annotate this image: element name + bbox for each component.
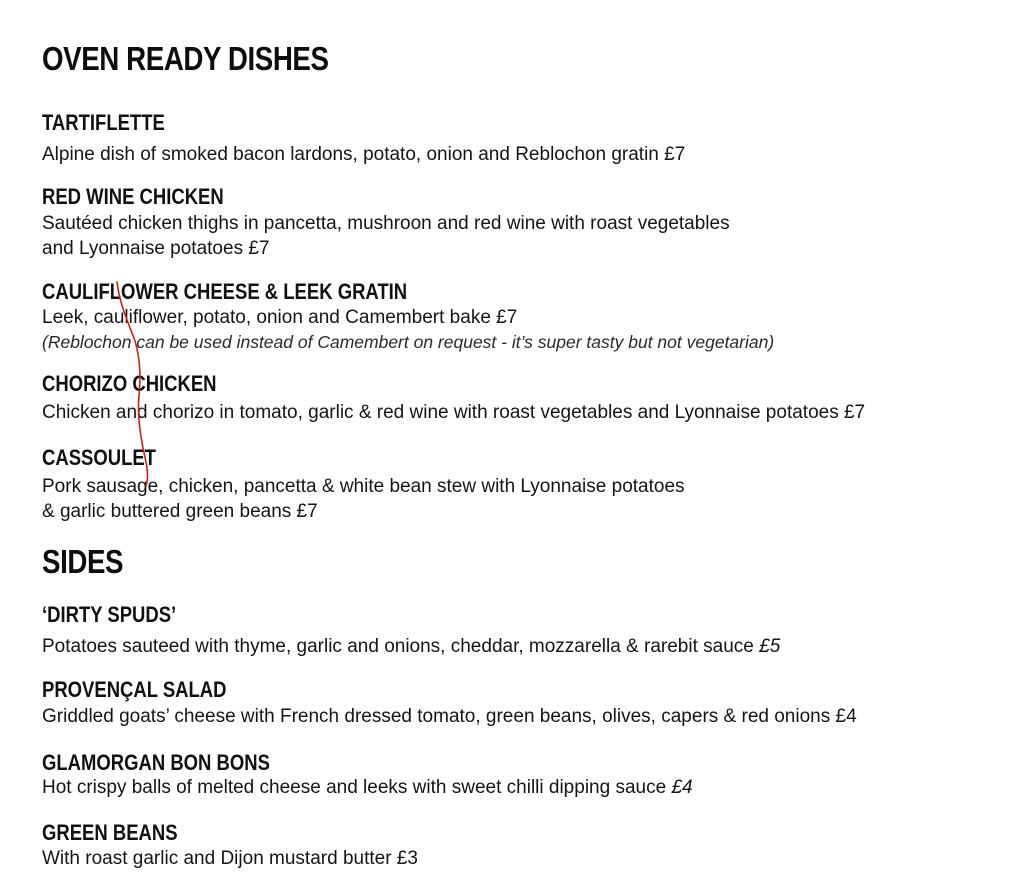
side-desc-glamorgan-bon-bons: [42, 775, 693, 800]
sides-heading: SIDES: [42, 543, 124, 580]
side-name-provencal-salad: PROVENÇAL SALAD: [42, 677, 227, 702]
side-name-glamorgan-bon-bons: GLAMORGAN BON BONS: [42, 750, 270, 775]
dish-note-cauliflower-cheese: (Reblochon can be used instead of Camembert on request - it’s super tasty but not vegetarian): [42, 332, 775, 352]
dish-desc-red-wine-chicken-line1: Sautéed chicken thighs in pancetta, mushroon and red wine with roast vegetables: [42, 213, 730, 234]
dish-name-red-wine-chicken: RED WINE CHICKEN: [42, 184, 224, 209]
side-desc-dirty-spuds: [42, 634, 780, 659]
dish-desc-red-wine-chicken-line2: and Lyonnaise potatoes £7: [42, 238, 270, 259]
dish-desc-chorizo-chicken: Chicken and chorizo in tomato, garlic & red wine with roast vegetables and Lyonnaise potatoes £7: [42, 402, 866, 423]
side-price-dirty-spuds: £5: [759, 636, 781, 657]
dish-name-tartiflette: TARTIFLETTE: [42, 110, 165, 135]
dish-desc-cassoulet-line1: Pork sausage, chicken, pancetta & white bean stew with Lyonnaise potatoes: [42, 476, 685, 497]
side-price-glamorgan: £4: [671, 777, 693, 798]
dish-desc-cassoulet-line2: & garlic buttered green beans £7: [42, 501, 318, 522]
dish-name-cauliflower-cheese: CAULIFLOWER CHEESE & LEEK GRATIN: [42, 279, 408, 304]
side-desc-glamorgan-text: Hot crispy balls of melted cheese and leeks with sweet chilli dipping sauce: [42, 777, 672, 798]
side-desc-green-beans: With roast garlic and Dijon mustard butter £3: [42, 848, 418, 869]
dish-desc-tartiflette: Alpine dish of smoked bacon lardons, potato, onion and Reblochon gratin £7: [42, 144, 686, 165]
oven-ready-dishes-heading: OVEN READY DISHES: [42, 40, 329, 77]
dish-name-cassoulet: CASSOULET: [42, 445, 156, 470]
side-desc-dirty-spuds-text: Potatoes sauteed with thyme, garlic and onions, cheddar, mozzarella & rarebit sauce: [42, 636, 760, 657]
side-name-dirty-spuds: ‘DIRTY SPUDS’: [42, 602, 177, 627]
dish-name-chorizo-chicken: CHORIZO CHICKEN: [42, 371, 217, 396]
side-name-green-beans: GREEN BEANS: [42, 820, 178, 845]
dish-desc-cauliflower-cheese: Leek, cauliflower, potato, onion and Camembert bake £7: [42, 307, 518, 328]
side-desc-provencal-salad: Griddled goats’ cheese with French dressed tomato, green beans, olives, capers & red onions £4: [42, 706, 857, 727]
